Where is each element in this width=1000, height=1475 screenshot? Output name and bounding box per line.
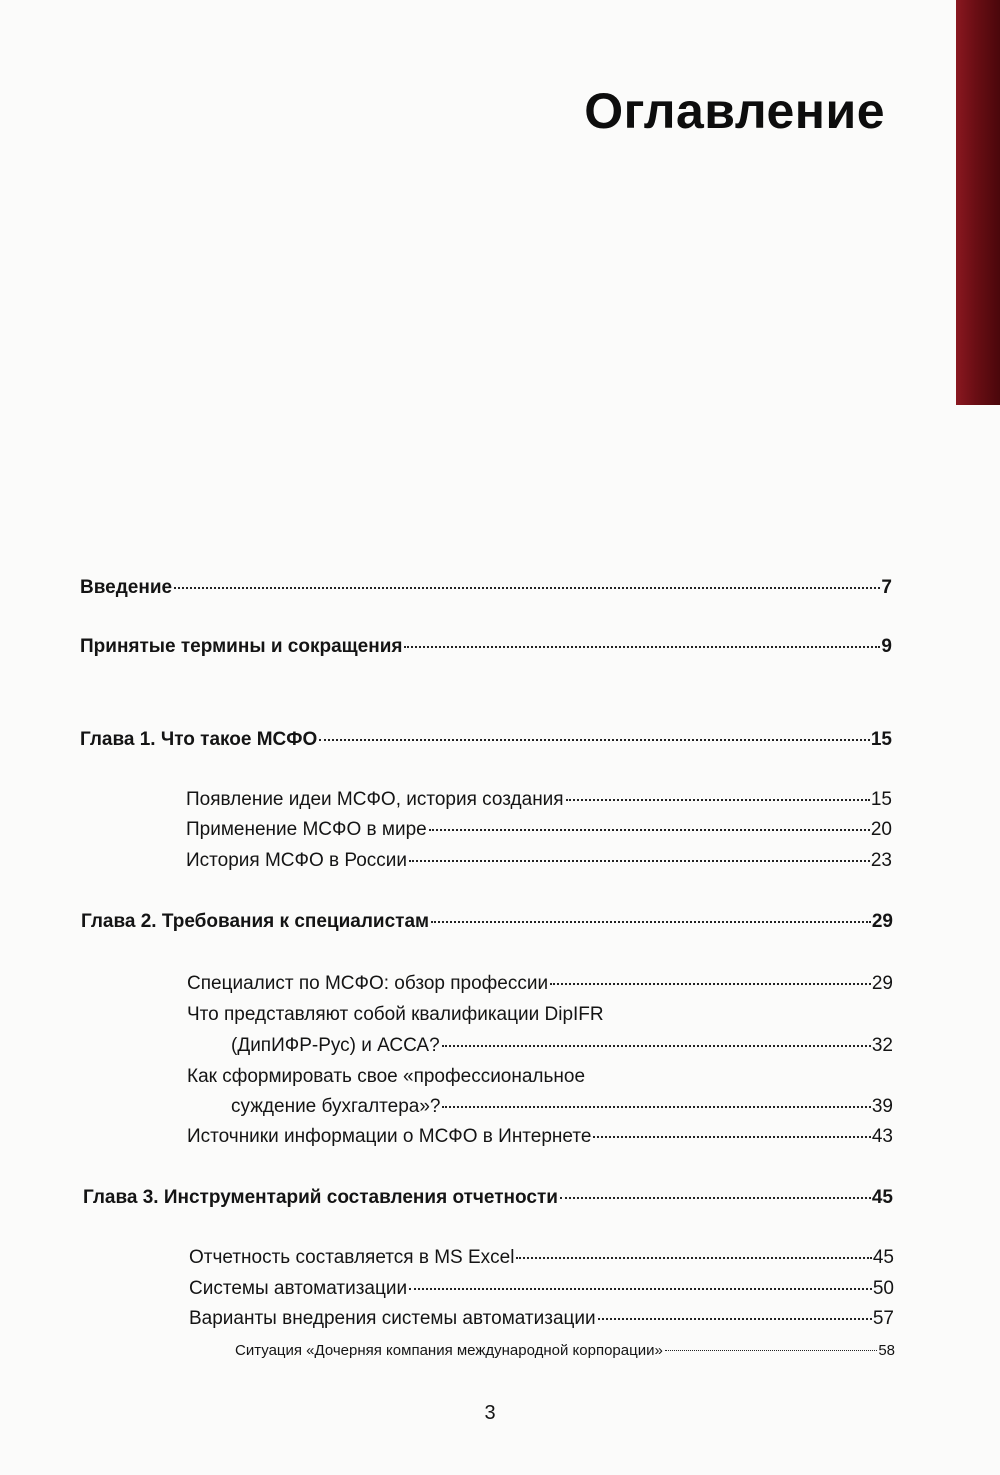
toc-section: [189, 1308, 894, 1330]
toc-entry-page: 9: [881, 636, 892, 657]
toc-section-title-line2: суждение бухгалтера»?: [231, 1096, 441, 1117]
toc-entry-terms: [80, 636, 892, 658]
toc-section-title-line1: Как сформировать свое «профессиональное: [187, 1066, 586, 1087]
dot-leader: [665, 1350, 878, 1351]
toc-section: [187, 973, 893, 995]
toc-section-page: 23: [870, 850, 892, 871]
toc-entry-title: Введение: [80, 577, 173, 598]
toc-section-title: Появление идеи МСФО, история создания: [186, 789, 564, 810]
toc-section-page: 39: [871, 1096, 893, 1117]
toc-section-page: 15: [870, 789, 892, 810]
dot-leader: [409, 1288, 872, 1290]
toc-section: [187, 1126, 893, 1148]
toc-chapter-3: [83, 1187, 893, 1209]
toc-section-title: Варианты внедрения системы автоматизации: [189, 1308, 596, 1329]
toc-section: [186, 819, 892, 841]
toc-section-title: Применение МСФО в мире: [186, 819, 427, 840]
toc-section-page: 57: [872, 1308, 894, 1329]
toc-entry-page: 7: [881, 577, 892, 598]
dot-leader: [319, 739, 870, 741]
toc-entry-intro: [80, 577, 892, 599]
toc-section: [189, 1247, 894, 1269]
toc-entry-title: Принятые термины и сокращения: [80, 636, 403, 657]
toc-chapter-page: 29: [871, 911, 893, 932]
toc-section-title-line1: Что представляют собой квалификации DipIFR: [187, 1004, 604, 1025]
dot-leader: [174, 587, 880, 589]
toc-section: [231, 1035, 893, 1057]
toc-section-title: Источники информации о МСФО в Интернете: [187, 1126, 592, 1147]
dot-leader: [404, 646, 880, 648]
dot-leader: [442, 1106, 870, 1108]
toc-section-page: 50: [872, 1278, 894, 1299]
toc-section-title: Системы автоматизации: [189, 1278, 408, 1299]
dot-leader: [429, 829, 870, 831]
toc-section-title-line2: (ДипИФР-Рус) и АССА?: [231, 1035, 440, 1056]
toc-section: [186, 789, 892, 811]
dot-leader: [598, 1318, 872, 1320]
toc-section-page: 32: [871, 1035, 893, 1056]
toc-chapter-page: 45: [871, 1187, 893, 1208]
dot-leader: [550, 983, 871, 985]
dot-leader: [442, 1045, 871, 1047]
dot-leader: [516, 1257, 871, 1259]
toc-section: [189, 1278, 894, 1300]
toc-chapter-2: [81, 911, 893, 933]
toc-subsection-title: Ситуация «Дочерняя компания международной корпорации»: [235, 1342, 663, 1359]
dot-leader: [431, 921, 871, 923]
toc-chapter-title: Глава 1. Что такое МСФО: [80, 729, 318, 750]
toc-section-title: Специалист по МСФО: обзор профессии: [187, 973, 549, 994]
toc-subsection: [235, 1342, 895, 1359]
toc-section-page: 43: [871, 1126, 893, 1147]
toc-section-title: Отчетность составляется в MS Excel: [189, 1247, 515, 1268]
dot-leader: [560, 1197, 871, 1199]
toc-chapter-page: 15: [870, 729, 892, 750]
toc-section-page: 20: [870, 819, 892, 840]
dot-leader: [593, 1136, 870, 1138]
toc-section-page: 45: [872, 1247, 894, 1268]
toc-chapter-title: Глава 3. Инструментарий составления отчетности: [83, 1187, 558, 1208]
dot-leader: [566, 799, 870, 801]
toc-section-title: История МСФО в России: [186, 850, 408, 871]
toc-chapter-title: Глава 2. Требования к специалистам: [81, 911, 430, 932]
page-title: Оглавление: [584, 83, 885, 139]
toc-section-page: 29: [871, 973, 893, 994]
toc-section: [186, 850, 892, 872]
toc-section: [231, 1096, 893, 1118]
page-number: 3: [484, 1402, 496, 1424]
toc-chapter-1: [80, 729, 892, 751]
dot-leader: [409, 860, 870, 862]
toc-subsection-page: 58: [878, 1342, 895, 1359]
